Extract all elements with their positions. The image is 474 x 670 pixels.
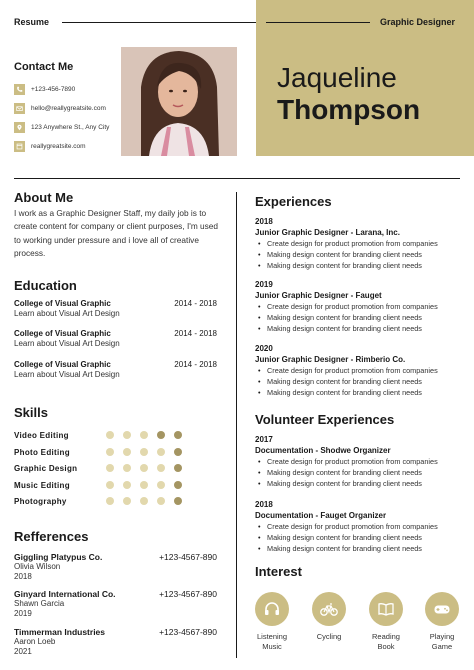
skill-level-dot — [106, 497, 114, 505]
skill-level-dot — [123, 497, 131, 505]
reference-year: 2018 — [14, 572, 32, 581]
skill-row — [14, 447, 191, 457]
skill-row — [14, 463, 191, 473]
education-entry — [14, 299, 220, 318]
contact-email[interactable] — [14, 102, 106, 114]
volunteer-bullet: • Create design for product promotion from companies — [267, 456, 465, 467]
skill-level-dot — [174, 481, 182, 489]
reference-person: Aaron Loeb — [14, 637, 56, 646]
education-heading: Education — [14, 278, 77, 293]
skill-level-dot — [123, 464, 131, 472]
experience-entry — [255, 217, 465, 271]
volunteer-entry — [255, 435, 465, 489]
education-years: 2014 - 2018 — [174, 299, 217, 308]
skill-level-dot — [174, 497, 182, 505]
reference-entry — [14, 627, 220, 657]
volunteer-year: 2018 — [255, 500, 273, 509]
experience-year: 2018 — [255, 217, 273, 226]
header-divider-right — [266, 22, 370, 23]
experience-role: Junior Graphic Designer - Rimberio Co. — [255, 355, 406, 364]
education-entry — [14, 329, 220, 348]
experience-year: 2020 — [255, 344, 273, 353]
reference-entry — [14, 552, 220, 582]
column-divider — [236, 192, 237, 658]
last-name: Thompson — [277, 94, 421, 125]
education-entry — [14, 360, 220, 379]
reference-phone: +123-4567-890 — [159, 589, 217, 599]
contact-phone-text: +123-456-7890 — [31, 85, 76, 93]
education-school: College of Visual Graphic — [14, 360, 111, 369]
education-desc: Learn about Visual Art Design — [14, 339, 120, 348]
phone-icon — [14, 84, 25, 95]
experience-role: Junior Graphic Designer - Fauget — [255, 291, 382, 300]
reference-phone: +123-4567-890 — [159, 552, 217, 562]
experience-bullets — [255, 301, 465, 334]
interest-label-line1: Cycling — [316, 632, 342, 641]
skills-heading: Skills — [14, 405, 48, 420]
skill-level-dot — [157, 497, 165, 505]
skill-name: Video Editing — [14, 430, 69, 440]
skill-level-dot — [123, 481, 131, 489]
interest-label-line2: Game — [431, 642, 453, 651]
web-icon — [14, 141, 25, 152]
about-text: I work as a Graphic Designer Staff, my daily job is to create content for company or client purposes, I'm used to working under pressure and i love all of creative process. — [14, 208, 219, 258]
skill-name: Music Editing — [14, 480, 70, 490]
interest-item — [311, 592, 347, 642]
email-icon — [14, 103, 25, 114]
reference-person: Shawn Garcia — [14, 599, 65, 608]
skill-level-dot — [106, 431, 114, 439]
experience-bullet: • Making design content for branding client needs — [267, 387, 465, 398]
skill-level-dot — [123, 431, 131, 439]
skill-row — [14, 430, 191, 440]
interest-item — [254, 592, 290, 652]
skill-level-dot — [157, 464, 165, 472]
interest-label-line2: Music — [262, 642, 282, 651]
volunteer-role: Documentation - Fauget Organizer — [255, 511, 387, 520]
section-divider — [14, 178, 460, 179]
reference-company: Timmerman Industries — [14, 627, 106, 637]
experience-role: Junior Graphic Designer - Larana, Inc. — [255, 228, 400, 237]
education-school: College of Visual Graphic — [14, 329, 111, 338]
interest-label-line2: Book — [377, 642, 395, 651]
skill-level-dot — [106, 481, 114, 489]
skill-level-dot — [106, 448, 114, 456]
experience-bullet: • Create design for product promotion from companies — [267, 238, 465, 249]
education-desc: Learn about Visual Art Design — [14, 309, 120, 318]
contact-location-text: 123 Anywhere St., Any City — [31, 123, 110, 131]
interest-item — [368, 592, 404, 652]
skill-row — [14, 480, 191, 490]
skill-level-dot — [140, 431, 148, 439]
volunteer-bullet: • Making design content for branding client needs — [267, 532, 465, 543]
interest-item — [424, 592, 460, 652]
reference-company: Ginyard International Co. — [14, 589, 116, 599]
experience-bullet: • Making design content for branding client needs — [267, 249, 465, 260]
experience-entry — [255, 344, 465, 398]
book-icon — [369, 592, 403, 626]
contact-heading: Contact Me — [14, 61, 74, 73]
experience-bullets — [255, 365, 465, 398]
volunteer-bullet: • Making design content for branding client needs — [267, 543, 465, 554]
skill-level-dot — [123, 448, 131, 456]
experience-bullet: • Making design content for branding client needs — [267, 376, 465, 387]
skill-row — [14, 496, 191, 506]
volunteer-bullet: • Making design content for branding client needs — [267, 478, 465, 489]
interest-label-line1: Reading — [372, 632, 400, 641]
volunteer-entry — [255, 500, 465, 554]
volunteer-bullet: • Create design for product promotion from companies — [267, 521, 465, 532]
experience-bullet: • Making design content for branding client needs — [267, 312, 465, 323]
skill-level-dot — [174, 431, 182, 439]
volunteer-heading: Volunteer Experiences — [255, 412, 395, 427]
experience-bullets — [255, 238, 465, 271]
skill-level-dot — [140, 481, 148, 489]
references-heading: Refferences — [14, 529, 89, 544]
experience-year: 2019 — [255, 280, 273, 289]
contact-website[interactable] — [14, 140, 86, 152]
first-name: Jaqueline — [277, 62, 397, 93]
contact-email-text: hello@reallygreatsite.com — [31, 104, 106, 112]
skill-level-dot — [157, 431, 165, 439]
education-school: College of Visual Graphic — [14, 299, 111, 308]
interest-heading: Interest — [255, 564, 302, 579]
experience-bullet: • Create design for product promotion from companies — [267, 301, 465, 312]
profile-photo — [121, 47, 237, 156]
reference-year: 2021 — [14, 647, 32, 656]
about-heading: About Me — [14, 190, 74, 205]
skill-name: Photo Editing — [14, 447, 70, 457]
skill-level-dot — [157, 448, 165, 456]
experience-bullet: • Making design content for branding client needs — [267, 323, 465, 334]
reference-year: 2019 — [14, 609, 32, 618]
education-years: 2014 - 2018 — [174, 360, 217, 369]
contact-phone[interactable] — [14, 83, 75, 95]
skill-level-dot — [140, 448, 148, 456]
skill-level-dot — [140, 464, 148, 472]
location-icon — [14, 122, 25, 133]
skill-level-dot — [140, 497, 148, 505]
resume-label: Resume — [14, 17, 50, 27]
skill-level-dot — [157, 481, 165, 489]
volunteer-year: 2017 — [255, 435, 273, 444]
volunteer-role: Documentation - Shodwe Organizer — [255, 446, 391, 455]
education-years: 2014 - 2018 — [174, 329, 217, 338]
contact-location — [14, 121, 109, 133]
volunteer-bullets — [255, 521, 465, 554]
job-title: Graphic Designer — [380, 17, 456, 27]
experience-bullet: • Making design content for branding client needs — [267, 260, 465, 271]
bicycle-icon — [312, 592, 346, 626]
reference-entry — [14, 589, 220, 619]
contact-website-text: reallygreatsite.com — [31, 142, 86, 150]
headphones-icon — [255, 592, 289, 626]
skill-level-dot — [174, 464, 182, 472]
skill-name: Photography — [14, 496, 67, 506]
interest-label-line1: Playing — [429, 632, 455, 641]
volunteer-bullets — [255, 456, 465, 489]
experience-bullet: • Create design for product promotion from companies — [267, 365, 465, 376]
experience-entry — [255, 280, 465, 334]
gamepad-icon — [425, 592, 459, 626]
experiences-heading: Experiences — [255, 194, 332, 209]
skill-level-dot — [174, 448, 182, 456]
volunteer-bullet: • Making design content for branding client needs — [267, 467, 465, 478]
reference-phone: +123-4567-890 — [159, 627, 217, 637]
skill-level-dot — [106, 464, 114, 472]
header-divider — [62, 22, 256, 23]
education-desc: Learn about Visual Art Design — [14, 370, 120, 379]
reference-company: Giggling Platypus Co. — [14, 552, 103, 562]
reference-person: Olivia Wilson — [14, 562, 61, 571]
interest-label-line1: Listening — [256, 632, 288, 641]
skill-name: Graphic Design — [14, 463, 78, 473]
